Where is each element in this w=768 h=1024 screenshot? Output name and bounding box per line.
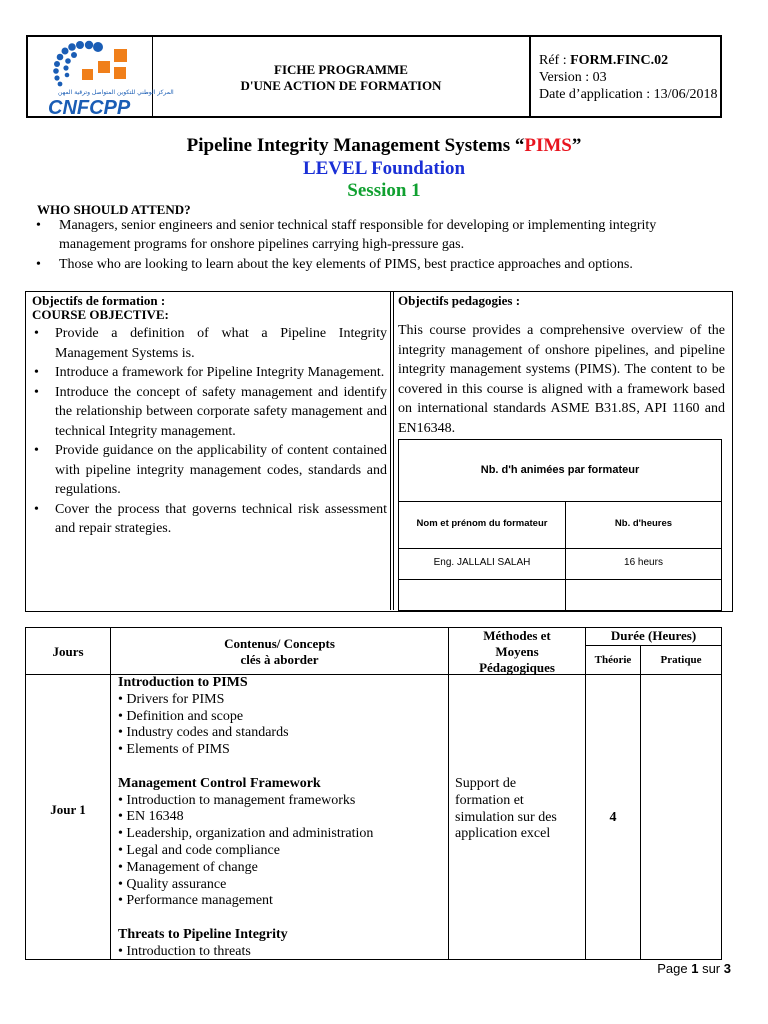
objective-item xyxy=(32,324,387,363)
program-content xyxy=(118,675,448,961)
reference-value: FORM.FINC.02 xyxy=(570,53,669,68)
course-objective-column xyxy=(32,294,387,539)
trainer-hours-cell: 16 heurs xyxy=(624,557,663,568)
objective-text: Introduce the concept of safety management and identify the relationship between corporate safety management and technical Integrity management. xyxy=(55,384,387,439)
fiche-title-line2: D'UNE ACTION DE FORMATION xyxy=(240,78,442,93)
bullet-glyph: • xyxy=(34,384,39,400)
page-current: 1 xyxy=(691,961,699,976)
bullet-glyph: • xyxy=(36,257,41,272)
who-should-attend-heading: WHO SHOULD ATTEND? xyxy=(37,202,191,217)
page-mid: sur xyxy=(698,961,724,976)
course-title xyxy=(0,135,768,157)
objective-text: Provide guidance on the applicability of content contained with pipeline integrity management codes, standards and regulations. xyxy=(55,443,387,497)
theorie-value: 4 xyxy=(609,810,617,825)
pedagogic-objective-column xyxy=(398,294,725,438)
bullet-glyph: • xyxy=(34,443,39,458)
course-title-pims: PIMS xyxy=(524,135,572,156)
content-item: • Drivers for PIMS xyxy=(118,691,225,707)
trainer-name-header: Nom et prénom du formateur xyxy=(416,518,548,529)
document-header xyxy=(26,35,722,118)
objective-text: Cover the process that governs technical risk assessment and repair strategies. xyxy=(55,501,387,536)
objectives-box xyxy=(25,291,733,612)
date-application-line: Date d’application : 13/06/2018 xyxy=(539,87,718,102)
trainer-table-title: Nb. d'h animées par formateur xyxy=(480,464,640,476)
header-contenus-line1: Contenus/ Concepts xyxy=(224,636,335,651)
who-item-1-line2: management programs for onshore pipelines carrying high-pressure gas. xyxy=(59,237,465,252)
methods-line: application excel xyxy=(455,826,551,842)
cnfcpp-logo xyxy=(28,37,174,119)
fiche-title-line1: FICHE PROGRAMME xyxy=(274,62,408,77)
objectives-divider xyxy=(390,292,394,610)
content-section-title: Introduction to PIMS xyxy=(118,675,248,690)
reference-line xyxy=(539,52,722,69)
header-pratique: Pratique xyxy=(660,654,702,666)
content-section-title: Threats to Pipeline Integrity xyxy=(118,926,288,942)
day-label: Jour 1 xyxy=(50,802,86,817)
content-spacer xyxy=(118,759,448,776)
logo-wordmark: CNFCPP xyxy=(48,97,131,119)
who-item-2 xyxy=(36,255,736,275)
header-methodes-line3: Pédagogiques xyxy=(479,660,555,675)
who-item-1-line1: Managers, senior engineers and senior technical staff responsible for developing or implementing integrity xyxy=(59,218,657,233)
trainer-hours-header: Nb. d'heures xyxy=(614,518,673,529)
methods-line: formation et xyxy=(455,792,524,808)
header-jours: Jours xyxy=(52,644,84,659)
course-title-prefix: Pipeline Integrity Management Systems “ xyxy=(186,135,525,156)
course-level: LEVEL Foundation xyxy=(302,158,466,179)
bullet-glyph: • xyxy=(34,365,39,380)
content-item: • Management of change xyxy=(118,859,258,875)
objective-item xyxy=(32,500,387,539)
objectifs-pedagogies-label: Objectifs pedagogies : xyxy=(398,293,521,308)
col-divider xyxy=(448,628,449,959)
version-line: Version : 03 xyxy=(539,70,607,85)
trainer-name-cell: Eng. JALLALI SALAH xyxy=(433,557,531,568)
bullet-glyph: • xyxy=(34,326,39,341)
content-item: • Legal and code compliance xyxy=(118,842,280,858)
col-divider xyxy=(585,628,586,959)
course-session: Session 1 xyxy=(347,180,421,201)
objectifs-formation-label: Objectifs de formation : xyxy=(32,293,166,308)
content-item: • Performance management xyxy=(118,893,273,909)
reference-cell xyxy=(531,37,722,116)
pedagogic-objective-text: This course provides a comprehensive overview of the integrity management of onshore pipelines, and pipeline integrity management systems (PIMS). The content to be covered in this course is aligned with a framework based on international standards ASME B31.8S, API 1160 and EN16348. xyxy=(398,323,725,436)
objective-item xyxy=(32,441,387,500)
course-title-suffix: ” xyxy=(571,135,582,156)
content-item: • Introduction to management frameworks xyxy=(118,792,356,808)
objective-text: Provide a definition of what a Pipeline Integrity Management Systems is. xyxy=(55,326,387,361)
content-section-title: Management Control Framework xyxy=(118,775,321,791)
content-spacer xyxy=(118,910,448,927)
logo-arabic-text: المركز الوطني للتكوين المتواصل وترقية المهن xyxy=(58,89,174,96)
objective-item xyxy=(32,363,387,383)
content-item: • Elements of PIMS xyxy=(118,742,230,758)
header-methodes-line1: Méthodes et xyxy=(483,628,551,643)
logo-cell xyxy=(28,37,174,119)
fiche-title-cell xyxy=(153,37,531,116)
methods-line: simulation sur des xyxy=(455,809,557,825)
trainer-table xyxy=(398,439,722,611)
program-table xyxy=(25,627,722,960)
header-duree: Durée (Heures) xyxy=(610,628,697,643)
who-item-2-line1: Those who are looking to learn about the key elements of PIMS, best practice approaches and options. xyxy=(59,257,633,272)
objective-text: Introduce a framework for Pipeline Integrity Management. xyxy=(55,365,385,380)
methods-line: Support de xyxy=(455,776,517,791)
header-contenus-line2: clés à aborder xyxy=(240,652,319,667)
col-divider xyxy=(110,628,111,959)
page-total: 3 xyxy=(723,961,731,976)
content-item: • Definition and scope xyxy=(118,708,244,724)
row-divider xyxy=(585,645,721,646)
header-theorie: Théorie xyxy=(594,654,632,666)
content-item: • Quality assurance xyxy=(118,876,227,892)
bullet-glyph: • xyxy=(36,218,41,233)
page-number xyxy=(657,961,731,976)
content-item: • Leadership, organization and administration xyxy=(118,826,374,842)
bullet-glyph: • xyxy=(34,501,39,517)
objective-item xyxy=(32,383,387,442)
header-methodes-line2: Moyens xyxy=(495,644,539,659)
content-item: • Industry codes and standards xyxy=(118,725,289,741)
course-objective-label: COURSE OBJECTIVE: xyxy=(32,307,169,322)
content-item: • Introduction to threats xyxy=(118,943,251,959)
reference-label: Réf : xyxy=(539,53,571,68)
col-divider xyxy=(640,645,641,959)
page-prefix: Page xyxy=(657,961,692,976)
who-item-1 xyxy=(36,216,736,256)
methods-cell xyxy=(455,776,583,843)
content-item: • EN 16348 xyxy=(118,809,184,825)
